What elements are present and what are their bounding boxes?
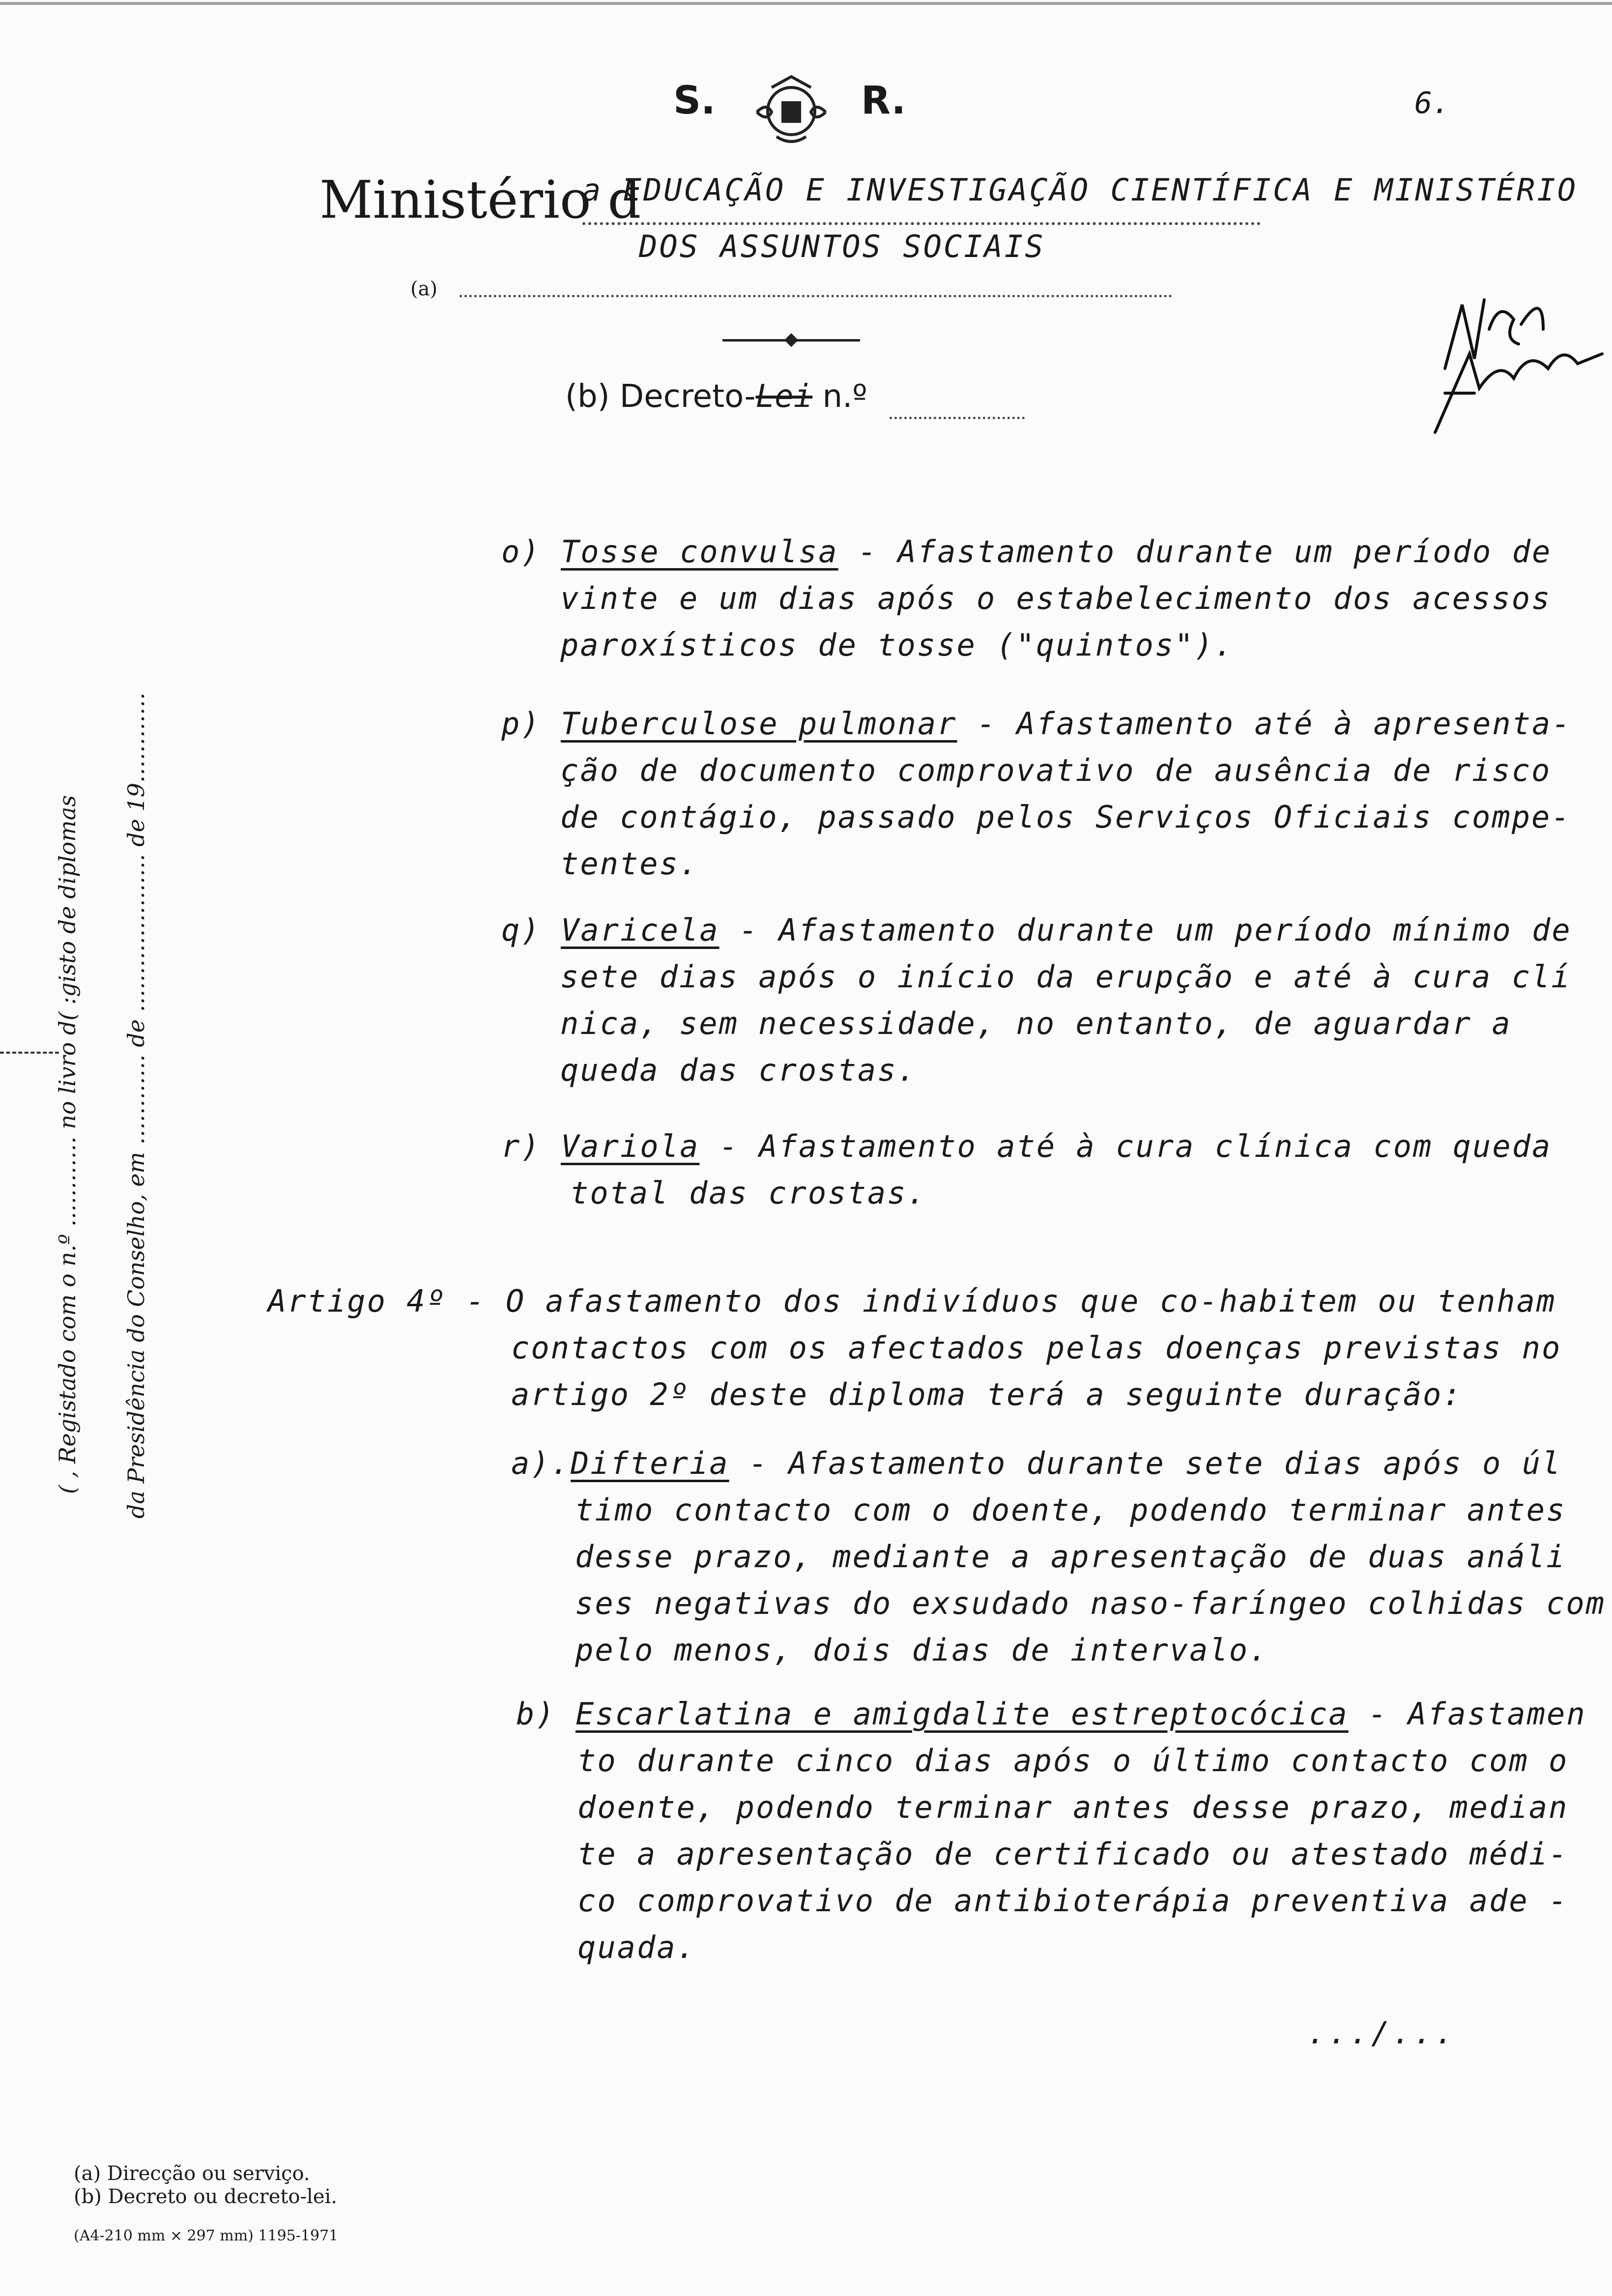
- item-p: p) Tuberculose pulmonar - Afastamento até à apresenta- ção de documento comprovativo de ausência de risco de contágio, passado pelos Serviços Oficiais compe- tentes.: [501, 706, 1572, 882]
- header-left-letter: S.: [673, 79, 716, 123]
- continuation-mark: .../...: [1307, 2015, 1457, 2051]
- article-label: Artigo 4º -: [268, 1283, 506, 1319]
- ministry-name-line1: a EDUCAÇÃO E INVESTIGAÇÃO CIENTÍFICA E MINISTÉRIO: [582, 172, 1578, 208]
- item-q: q) Varicela - Afastamento durante um período mínimo de sete dias após o início da erupção e até à cura clí nica, sem necessidade, no entanto, de aguardar a queda das crostas.: [501, 912, 1572, 1088]
- item-a-title: Difteria: [570, 1445, 729, 1481]
- ministry-dotted-line: [582, 222, 1261, 225]
- handwritten-signature: [1415, 270, 1612, 439]
- item-r-title: Variola: [560, 1128, 700, 1164]
- divider-diamond: [784, 333, 798, 347]
- ministry-label: Ministério d: [319, 170, 641, 230]
- item-a: a).Difteria - Afastamento durante sete dias após o úl timo contacto com o doente, podendo terminar antes desse prazo, mediante a apresentação de duas análi ses negativas do exsudado naso-faríngeo colhidas com pelo menos, dois dias de intervalo.: [511, 1445, 1606, 1668]
- item-b-title: Escarlatina e amigdalite estreptocócica: [575, 1696, 1349, 1732]
- margin-registry-line2: da Presidência do Conselho, em ………… de ………………… de 19…………: [123, 692, 149, 1519]
- footnote-a: (a) Direcção ou serviço.: [74, 2162, 310, 2185]
- field-a-dotted-line: [460, 295, 1172, 297]
- ministry-name-line2: DOS ASSUNTOS SOCIAIS: [639, 229, 1045, 264]
- item-q-title: Varicela: [560, 912, 720, 948]
- item-r: r) Variola - Afastamento até à cura clínica com queda total das crostas.: [501, 1128, 1552, 1211]
- decree-number-dotted-line: [890, 417, 1025, 419]
- field-a-marker: (a): [410, 278, 438, 300]
- item-o-title: Tosse convulsa: [560, 534, 838, 570]
- decree-label: (b) Decreto-Lei n.º: [565, 378, 867, 415]
- top-edge-rule: [0, 2, 1612, 5]
- item-o: o) Tosse convulsa - Afastamento durante um período de vinte e um dias após o estabelecimento dos acessos paroxísticos de tosse ("quintos").: [501, 534, 1552, 663]
- coat-of-arms-icon: [742, 68, 840, 153]
- item-p-title: Tuberculose pulmonar: [560, 706, 957, 742]
- page-number: 6.: [1414, 86, 1450, 120]
- item-b: b) Escarlatina e amigdalite estreptocócica - Afastamen to durante cinco dias após o último contacto com o doente, podendo terminar antes desse prazo, median te a apresentação de certificado ou atestado médi- co comprovativo de antibioterápia preventiva ade - quada.: [516, 1696, 1586, 1965]
- margin-registry-line1: ( , Registado com o n.º ………… no livro d( :gisto de diplomas: [54, 795, 81, 1494]
- header-right-letter: R.: [861, 79, 906, 123]
- footnote-b: (b) Decreto ou decreto-lei.: [74, 2185, 338, 2208]
- article-4: Artigo 4º - O afastamento dos indivíduos que co-habitem ou tenham contactos com os afectados pelas doenças previstas no artigo 2º deste diploma terá a seguinte duração:: [268, 1283, 1562, 1412]
- margin-fold-mark: [0, 1052, 59, 1054]
- form-reference: (A4-210 mm × 297 mm) 1195-1971: [74, 2227, 339, 2244]
